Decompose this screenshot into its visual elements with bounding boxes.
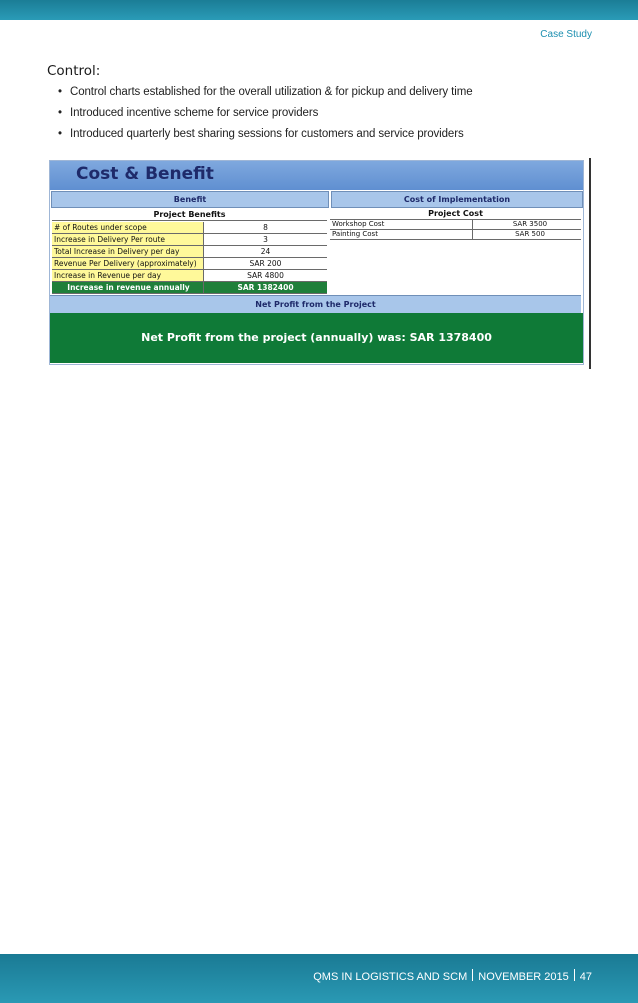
cost-benefit-figure [49,160,584,365]
bullet-dot-icon: • [58,107,62,119]
cost-header: Cost of Implementation [331,191,583,208]
benefit-row [52,258,327,270]
annual-increase-label: Increase in revenue annually [52,282,204,293]
bullet-text: Control charts established for the overall utilization & for pickup and delivery time [70,86,473,98]
benefit-value: SAR 4800 [247,271,284,280]
section-tag: Case Study [540,29,592,40]
cost-label: Painting Cost [332,230,473,239]
cost-row [330,230,581,240]
page-footer [313,969,592,983]
annual-increase-row [52,282,327,294]
benefit-row [52,234,327,246]
footer-page-number: 47 [579,971,592,983]
figure-edge-line [589,158,591,369]
benefit-label: Increase in Delivery Per route [52,234,204,245]
benefit-value: SAR 200 [249,259,282,268]
footer-divider [574,969,575,981]
benefit-label: Total Increase in Delivery per day [52,246,204,257]
net-profit-header: Net Profit from the Project [50,295,581,313]
benefit-value: 8 [263,223,268,232]
cost-benefit-title-bar [50,161,583,190]
cost-value: SAR 500 [515,230,545,238]
cost-benefit-title: Cost & Benefit [76,164,214,184]
net-profit-text: Net Profit from the project (annually) was: SAR 1378400 [141,331,492,344]
bullet-text: Introduced incentive scheme for service providers [70,107,319,119]
cost-label: Workshop Cost [332,220,473,229]
cost-subheader: Project Cost [330,208,581,220]
benefit-value: 24 [260,247,271,256]
annual-increase-value: SAR 1382400 [204,282,327,293]
bullet-item [58,106,473,127]
bullet-dot-icon: • [58,128,62,140]
benefit-subheader: Project Benefits [52,209,327,221]
bullet-text: Introduced quarterly best sharing sessions for customers and service providers [70,128,464,140]
benefit-row [52,246,327,258]
footer-divider [472,969,473,981]
cost-row [330,220,581,230]
benefit-label: Revenue Per Delivery (approximately) [52,258,204,269]
cost-value: SAR 3500 [512,220,548,228]
top-banner [0,0,638,20]
net-profit-box [50,313,583,363]
benefit-row [52,270,327,282]
footer-issue: NOVEMBER 2015 [478,971,569,983]
benefit-label: # of Routes under scope [52,222,204,233]
benefit-value: 3 [263,235,268,244]
bullet-item [58,127,473,148]
footer-publication: QMS IN LOGISTICS AND SCM [313,971,468,983]
bullet-dot-icon: • [58,86,62,98]
benefit-label: Increase in Revenue per day [52,270,204,281]
benefit-header: Benefit [51,191,329,208]
control-bullet-list [58,85,473,148]
control-heading: Control: [47,63,101,79]
bullet-item [58,85,473,106]
benefit-row [52,222,327,234]
